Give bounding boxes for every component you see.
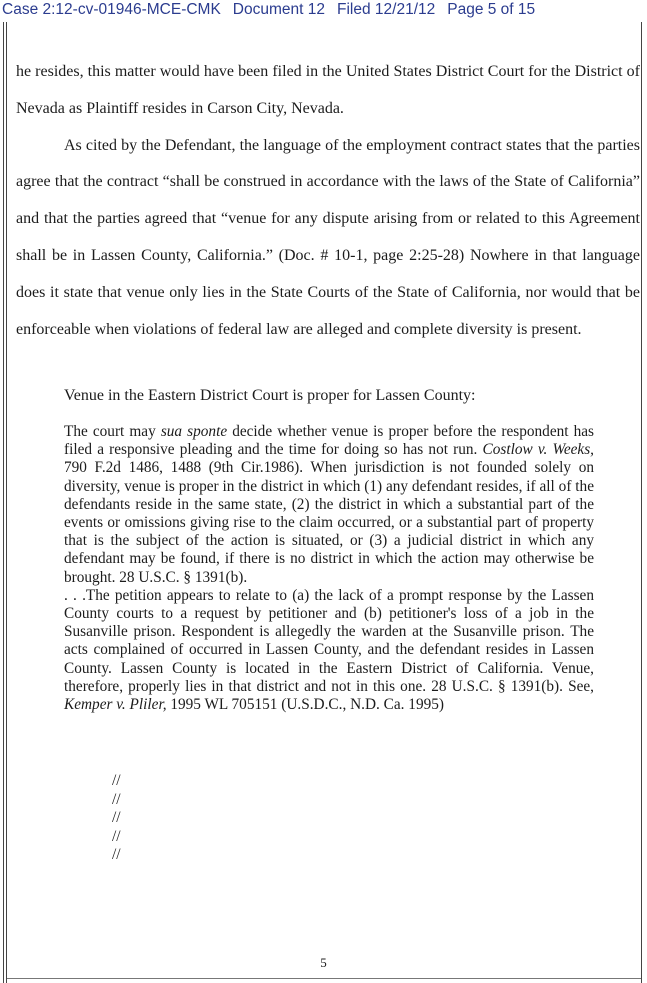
italic-term: sua sponte [160, 423, 228, 440]
quote-paragraph-2: . . .The petition appears to relate to (a) the lack of a prompt response by the Lassen County courts to a request by petitioner and (b) petitioner's loss of a job in the Susanville prison. Respondent is allegedly the warden at the Susanville prison. The acts complained of occurred in Lassen County, and the defendant resides in Lassen County. Lassen County is located in the Eastern District of California. Venue, therefore, properly lies in that district and not in this one. 28 U.S.C. § 1391(b). See, Kemper v. Pliler, 1995 WL 705151 (U.S.D.C., N.D. Ca. 1995) [64, 586, 594, 714]
continuation-marks [112, 772, 121, 865]
filing-header [0, 0, 647, 22]
continuation-mark: // [112, 790, 121, 808]
case-citation: Costlow v. Weeks, [482, 441, 594, 459]
continuation-mark: // [112, 809, 121, 826]
case-number: Case 2:12-cv-01946-MCE-CMK [2, 1, 221, 18]
paragraph-2: As cited by the Defendant, the language of the employment contract states that the parties agree that the contract “shall be construed in accordance with the laws of the State of California” and that the parties agreed that “venue for any dispute arising from or related to this Agreement shall be in Lassen County, California.” (Doc. # 10-1, page 2:25-28) Nowhere in that language does it state that venue only lies in the State Courts of the State of California, nor would that be enforceable when violations of federal law are alleged and complete diversity is present. [16, 136, 640, 338]
left-margin-rule [3, 22, 4, 983]
filed-date: Filed 12/21/12 [337, 1, 436, 18]
page-number: 5 [320, 955, 327, 970]
body-text [16, 54, 640, 348]
continuation-mark: // [112, 827, 121, 845]
document-number: Document 12 [232, 1, 325, 18]
continuation-mark: // [112, 846, 121, 863]
page-indicator: Page 5 of 15 [447, 1, 536, 18]
left-margin-rule-inner [6, 22, 7, 983]
continuation-mark: // [112, 772, 121, 789]
bottom-rule [7, 978, 641, 979]
case-citation: Kemper v. Pliler, [64, 696, 167, 714]
right-margin-rule [641, 22, 642, 983]
block-quote [64, 423, 594, 714]
quote-paragraph-1: The court may sua sponte decide whether venue is proper before the respondent has filed a responsive pleading and the time for doing so has not run. Costlow v. Weeks, 790 F.2d 1486, 1488 (9th Cir.1986). When jurisdiction is not founded solely on diversity, venue is proper in the district in which (1) any defendant resides, if all of the defendants reside in the same state, (2) the district in which a substantial part of the events or omissions giving rise to the claim occurred, or a substantial part of property that is the subject of the action is situated, or (3) a judicial district in which any defendant may be found, if there is no district in which the action may otherwise be brought. 28 U.S.C. § 1391(b). [64, 423, 594, 586]
paragraph-1: he resides, this matter would have been filed in the United States District Court for the District of Nevada as Plaintiff resides in Carson City, Nevada. [16, 63, 640, 117]
section-heading: Venue in the Eastern District Court is proper for Lassen County: [64, 387, 476, 404]
